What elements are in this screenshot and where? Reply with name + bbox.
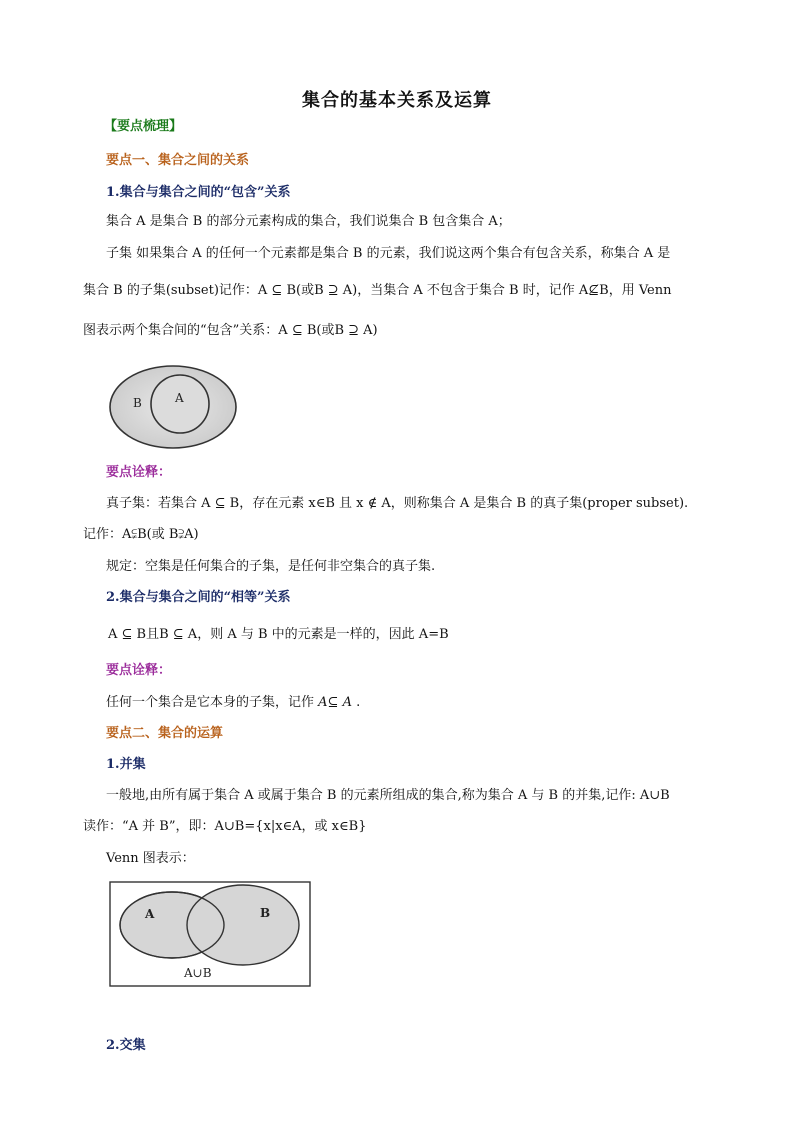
union-set-b-ellipse bbox=[187, 885, 299, 965]
sub1-paragraph-2-line-2: 集合 B 的子集(subset)记作：A ⊆ B(或B ⊇ A)，当集合 A 不包含于集合 B 时，记作 A⊈B，用 Venn bbox=[83, 283, 672, 298]
note2-heading: 要点诠释： bbox=[106, 663, 172, 678]
point1-heading: 要点一、集合之间的关系 bbox=[106, 153, 250, 168]
venn-intro: Venn 图表示： bbox=[106, 851, 195, 866]
self-subset-formula: A⊆ A bbox=[318, 695, 352, 710]
sub1-paragraph-2-line-1: 子集 如果集合 A 的任何一个元素都是集合 B 的元素，我们说这两个集合有包含关系，称集合 A 是 bbox=[106, 246, 671, 261]
section-tag: 【要点梳理】 bbox=[104, 119, 183, 134]
union-caption: A∪B bbox=[184, 966, 212, 980]
set-a-label: A bbox=[175, 391, 184, 405]
union-venn-diagram bbox=[109, 881, 312, 988]
intersection-heading: 2.交集 bbox=[106, 1038, 146, 1053]
subset-venn-diagram bbox=[106, 362, 241, 452]
union-set-a-label: A bbox=[145, 907, 155, 921]
self-subset-period: . bbox=[356, 695, 361, 710]
proper-subset-notation: 记作：A⫋B(或 B⫌A) bbox=[83, 527, 199, 542]
sub1-paragraph-2-line-3: 图表示两个集合间的“包含”关系：A ⊆ B(或B ⊇ A) bbox=[83, 323, 378, 338]
sub1-heading: 1.集合与集合之间的“包含”关系 bbox=[106, 185, 291, 200]
note1-heading: 要点诠释： bbox=[106, 465, 172, 480]
proper-subset-definition: 真子集：若集合 A ⊆ B，存在元素 x∈B 且 x ∉ A，则称集合 A 是集合 B 的真子集(proper subset). bbox=[106, 496, 689, 511]
self-subset-statement bbox=[106, 694, 360, 712]
union-definition-line-1: 一般地,由所有属于集合 A 或属于集合 B 的元素所组成的集合,称为集合 A 与 B 的并集,记作: A∪B bbox=[106, 788, 670, 803]
union-definition-line-2: 读作：“A 并 B”，即：A∪B={x|x∈A，或 x∈B} bbox=[83, 819, 367, 834]
sub2-heading: 2.集合与集合之间的“相等”关系 bbox=[106, 590, 291, 605]
set-b-label: B bbox=[133, 396, 142, 410]
sub1-paragraph-1: 集合 A 是集合 B 的部分元素构成的集合，我们说集合 B 包含集合 A； bbox=[106, 214, 511, 229]
union-heading: 1.并集 bbox=[106, 757, 146, 772]
empty-set-rule: 规定：空集是任何集合的子集，是任何非空集合的真子集. bbox=[106, 559, 436, 574]
equality-paragraph: A ⊆ B且B ⊆ A，则 A 与 B 中的元素是一样的，因此 A=B bbox=[108, 627, 449, 642]
self-subset-text: 任何一个集合是它本身的子集，记作 bbox=[106, 695, 315, 710]
union-set-b-label: B bbox=[260, 906, 271, 920]
point2-heading: 要点二、集合的运算 bbox=[106, 726, 224, 741]
page-title: 集合的基本关系及运算 bbox=[302, 90, 492, 111]
